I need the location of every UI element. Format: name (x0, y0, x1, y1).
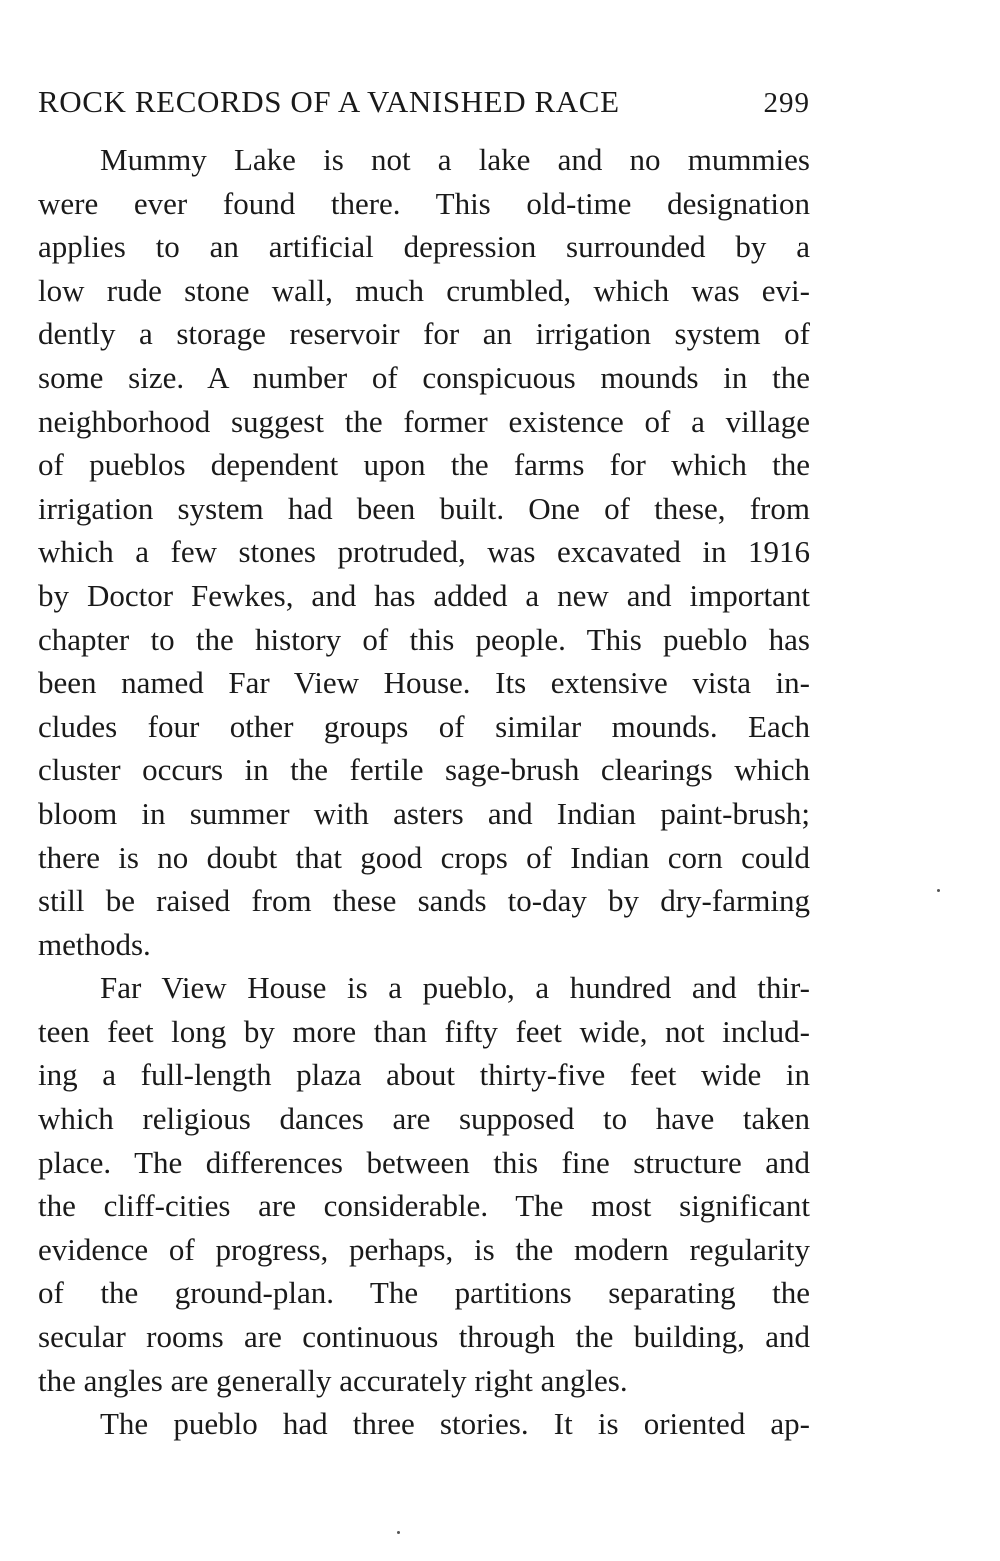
running-head (38, 84, 810, 120)
text-line: irrigation system had been built. One of these, from (38, 490, 810, 526)
text-line: by Doctor Fewkes, and has added a new and important (38, 577, 810, 613)
text-line: methods. (38, 926, 151, 962)
text-line: applies to an artificial depression surrounded by a (38, 229, 810, 265)
text-line: the angles are generally accurately right angles. (38, 1362, 628, 1398)
scan-speck (397, 1531, 400, 1534)
book-page (38, 84, 810, 1446)
paragraph-three-stories (38, 1402, 810, 1446)
text-line: which religious dances are supposed to have taken (38, 1101, 810, 1137)
paragraph-far-view-house (38, 966, 810, 1402)
text-line: Far View House is a pueblo, a hundred and thir- (100, 970, 810, 1006)
text-line: bloom in summer with asters and Indian paint-brush; (38, 795, 810, 831)
text-line: cluster occurs in the fertile sage-brush clearings which (38, 752, 810, 788)
text-line: which a few stones protruded, was excavated in 1916 (38, 534, 810, 570)
text-line: low rude stone wall, much crumbled, which was evi- (38, 272, 810, 308)
text-line: dently a storage reservoir for an irrigation system of (38, 316, 810, 352)
text-line: the cliff-cities are considerable. The most significant (38, 1188, 810, 1224)
text-line: place. The differences between this fine structure and (38, 1144, 810, 1180)
page-number: 299 (763, 87, 810, 119)
text-line: of the ground-plan. The partitions separating the (38, 1275, 810, 1311)
running-title: ROCK RECORDS OF A VANISHED RACE (38, 84, 620, 119)
paragraph-mummy-lake (38, 138, 810, 966)
text-line: teen feet long by more than fifty feet wide, not includ- (38, 1013, 810, 1049)
text-line: The pueblo had three stories. It is oriented ap- (100, 1406, 810, 1442)
text-line: neighborhood suggest the former existence of a village (38, 403, 810, 439)
text-line: Mummy Lake is not a lake and no mummies (100, 142, 810, 177)
scan-speck (937, 889, 940, 892)
text-line: still be raised from these sands to-day by dry-farming (38, 883, 810, 919)
text-line: cludes four other groups of similar mounds. Each (38, 708, 810, 744)
text-line: ing a full-length plaza about thirty-five feet wide in (38, 1057, 810, 1093)
text-line: were ever found there. This old-time designation (38, 185, 810, 221)
text-line: some size. A number of conspicuous mounds in the (38, 359, 810, 395)
text-line: of pueblos dependent upon the farms for which the (38, 447, 810, 483)
text-line: there is no doubt that good crops of Indian corn could (38, 839, 810, 875)
text-line: been named Far View House. Its extensive vista in- (38, 665, 810, 701)
text-line: chapter to the history of this people. This pueblo has (38, 621, 810, 657)
text-line: secular rooms are continuous through the building, and (38, 1319, 810, 1355)
text-line: evidence of progress, perhaps, is the modern regularity (38, 1231, 810, 1267)
